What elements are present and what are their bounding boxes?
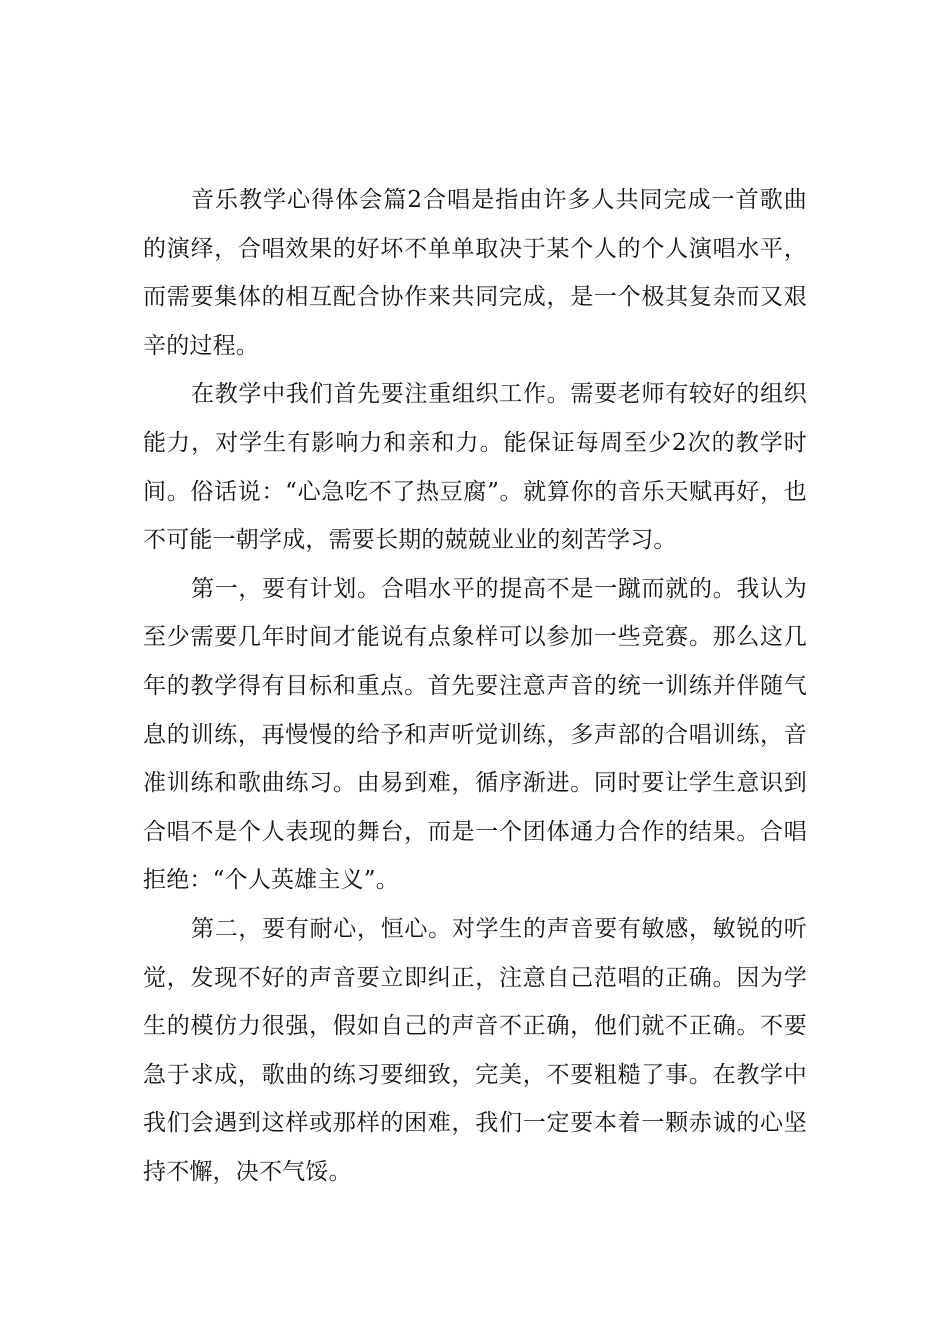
paragraph-1: 音乐教学心得体会篇2合唱是指由许多人共同完成一首歌曲的演绎，合唱效果的好坏不单单取决于某个人的个人演唱水平，而需要集体的相互配合协作来共同完成，是一个极其复杂而又艰辛的过程。: [143, 187, 807, 359]
document-body: [143, 176, 807, 1196]
paragraph-4: 第二，要有耐心，恒心。对学生的声音要有敏感，敏锐的听觉，发现不好的声音要立即纠正，注意自己范唱的正确。因为学生的模仿力很强，假如自己的声音不正确，他们就不正确。不要急于求成，歌曲的练习要细致，完美，不要粗糙了事。在教学中我们会遇到这样或那样的困难，我们一定要本着一颗赤诚的心坚持不懈，决不气馁。: [143, 915, 807, 1185]
paragraph-3: 第一，要有计划。合唱水平的提高不是一蹴而就的。我认为至少需要几年时间才能说有点象样可以参加一些竞赛。那么这几年的教学得有目标和重点。首先要注意声音的统一训练并伴随气息的训练，再慢慢的给予和声听觉训练，多声部的合唱训练，音准训练和歌曲练习。由易到难，循序渐进。同时要让学生意识到合唱不是个人表现的舞台，而是一个团体通力合作的结果。合唱拒绝：“个人英雄主义”。: [143, 575, 807, 894]
paragraph-2: 在教学中我们首先要注重组织工作。需要老师有较好的组织能力，对学生有影响力和亲和力。能保证每周至少2次的教学时间。俗话说：“心急吃不了热豆腐”。就算你的音乐天赋再好，也不可能一朝学成，需要长期的兢兢业业的刻苦学习。: [143, 381, 807, 554]
